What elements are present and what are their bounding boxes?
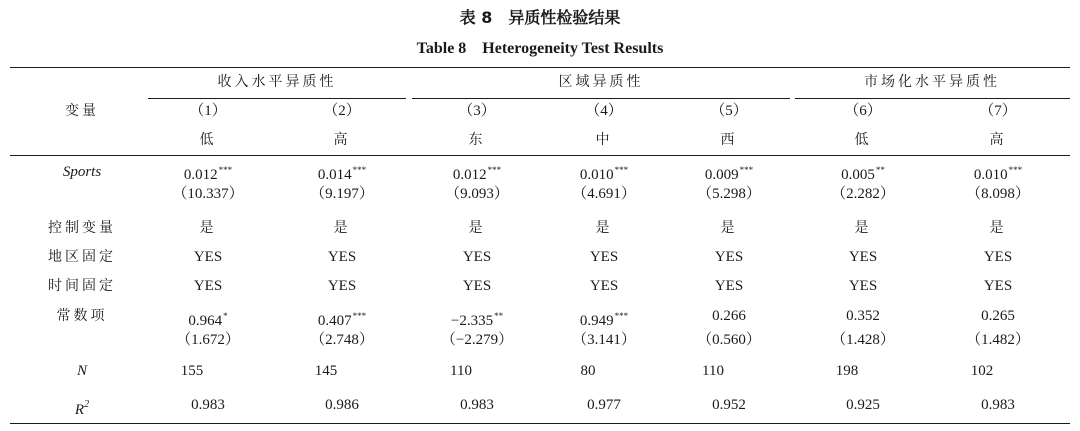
constant-coef: [318, 306, 366, 331]
r2-label-base: R: [74, 402, 85, 418]
sports-coef-value: 0.009: [704, 167, 739, 183]
constant-coef-value: 0.949: [579, 313, 614, 329]
significance-stars: ***: [218, 165, 233, 175]
constant-t-stat: （2.748）: [310, 332, 374, 348]
significance-stars: ***: [352, 311, 367, 321]
significance-stars: **: [494, 311, 504, 321]
constant-coef-value: 0.407: [317, 313, 352, 329]
column-label: 东: [468, 132, 486, 148]
region-fe-value: YES: [589, 249, 619, 265]
n-value: 198: [835, 363, 859, 379]
group-rule-region: [412, 98, 790, 99]
column-label: 高: [333, 132, 351, 148]
row-label-time-fe: 时间固定: [48, 278, 116, 294]
region-fe-value: YES: [983, 249, 1013, 265]
r2-value: 0.983: [460, 397, 494, 413]
sports-t-stat: （9.197）: [310, 186, 374, 202]
column-number: （7）: [979, 103, 1017, 119]
time-fe-value: YES: [589, 278, 619, 294]
sports-coef-value: 0.012: [452, 167, 487, 183]
constant-coef: [846, 306, 880, 326]
constant-coef-value: 0.266: [712, 308, 746, 324]
column-label: 中: [595, 132, 613, 148]
column-number: （6）: [844, 103, 882, 119]
sports-coef-value: 0.005: [841, 167, 875, 183]
time-fe-value: YES: [193, 278, 223, 294]
controls-value: 是: [720, 220, 738, 236]
controls-value: 是: [199, 220, 217, 236]
constant-t-stat: （1.428）: [831, 332, 895, 348]
column-label: 低: [199, 132, 217, 148]
row-label-r2: [75, 395, 89, 420]
sports-coef: [841, 160, 885, 185]
n-value: 110: [450, 363, 472, 379]
n-value: 110: [702, 363, 724, 379]
column-label: 高: [989, 132, 1007, 148]
significance-stars: ***: [487, 165, 502, 175]
sports-coef-value: 0.010: [973, 167, 1008, 183]
constant-coef: [712, 306, 746, 326]
sports-coef-value: 0.012: [183, 167, 218, 183]
column-label: 低: [854, 132, 872, 148]
time-fe-value: YES: [714, 278, 744, 294]
significance-stars: ***: [1008, 165, 1023, 175]
group-header: 区域异质性: [558, 74, 644, 90]
constant-coef: [188, 306, 227, 331]
significance-stars: ***: [352, 165, 367, 175]
constant-coef: [451, 306, 503, 331]
region-fe-value: YES: [327, 249, 357, 265]
sports-coef: [453, 160, 501, 185]
table-title-cn: 表 8 异质性检验结果: [459, 8, 621, 27]
row-label-constant: 常数项: [56, 308, 108, 324]
constant-coef-value: 0.265: [981, 308, 1015, 324]
sports-coef: [705, 160, 753, 185]
sports-coef: [974, 160, 1022, 185]
column-number: （5）: [710, 103, 748, 119]
constant-coef-value: −2.335: [450, 313, 494, 329]
row-label-region-fe: 地区固定: [48, 249, 116, 265]
constant-t-stat: （1.672）: [176, 332, 240, 348]
r2-value: 0.986: [325, 397, 359, 413]
column-number: （2）: [323, 103, 361, 119]
n-value: 145: [314, 363, 338, 379]
significance-stars: ***: [614, 311, 629, 321]
time-fe-value: YES: [983, 278, 1013, 294]
constant-coef: [981, 306, 1015, 326]
group-header: 市场化水平异质性: [864, 74, 1000, 90]
r2-value: 0.977: [587, 397, 621, 413]
row-label-n: N: [76, 363, 88, 379]
header-variable: 变量: [65, 103, 99, 119]
sports-t-stat: （5.298）: [697, 186, 761, 202]
controls-value: 是: [595, 220, 613, 236]
column-number: （1）: [189, 103, 227, 119]
sports-coef: [580, 160, 628, 185]
r2-value: 0.983: [981, 397, 1015, 413]
controls-value: 是: [333, 220, 351, 236]
r2-value: 0.925: [846, 397, 880, 413]
table-title-en: Table 8 Heterogeneity Test Results: [416, 40, 664, 57]
sports-coef-value: 0.014: [317, 167, 352, 183]
constant-coef-value: 0.352: [846, 308, 880, 324]
row-label-sports: Sports: [62, 164, 102, 180]
constant-t-stat: （0.560）: [697, 332, 761, 348]
sports-coef: [318, 160, 366, 185]
time-fe-value: YES: [327, 278, 357, 294]
constant-t-stat: （3.141）: [572, 332, 636, 348]
n-value: 80: [580, 363, 596, 379]
top-rule: [10, 67, 1070, 68]
column-label: 西: [720, 132, 738, 148]
region-fe-value: YES: [848, 249, 878, 265]
n-value: 155: [180, 363, 204, 379]
group-rule-market: [795, 98, 1070, 99]
sports-t-stat: （9.093）: [445, 186, 509, 202]
constant-coef-value: 0.964: [188, 313, 223, 329]
row-label-controls: 控制变量: [48, 220, 116, 236]
controls-value: 是: [854, 220, 872, 236]
controls-value: 是: [989, 220, 1007, 236]
constant-t-stat: （1.482）: [966, 332, 1030, 348]
region-fe-value: YES: [714, 249, 744, 265]
sports-coef-value: 0.010: [579, 167, 614, 183]
significance-stars: ***: [614, 165, 629, 175]
time-fe-value: YES: [848, 278, 878, 294]
bottom-rule: [10, 423, 1070, 424]
n-value: 102: [970, 363, 994, 379]
time-fe-value: YES: [462, 278, 492, 294]
region-fe-value: YES: [462, 249, 492, 265]
controls-value: 是: [468, 220, 486, 236]
significance-stars: **: [875, 165, 885, 175]
region-fe-value: YES: [193, 249, 223, 265]
header-rule: [10, 155, 1070, 156]
column-number: （3）: [458, 103, 496, 119]
sports-t-stat: （2.282）: [831, 186, 895, 202]
r2-label-superscript: 2: [84, 399, 90, 410]
r2-value: 0.952: [712, 397, 746, 413]
sports-t-stat: （10.337）: [172, 186, 244, 202]
group-header: 收入水平异质性: [217, 74, 337, 90]
significance-stars: *: [223, 311, 228, 321]
sports-coef: [184, 160, 232, 185]
sports-t-stat: （8.098）: [966, 186, 1030, 202]
constant-t-stat: （−2.279）: [440, 332, 514, 348]
group-rule-income: [148, 98, 406, 99]
r2-value: 0.983: [191, 397, 225, 413]
sports-t-stat: （4.691）: [572, 186, 636, 202]
significance-stars: ***: [739, 165, 754, 175]
column-number: （4）: [585, 103, 623, 119]
constant-coef: [580, 306, 628, 331]
